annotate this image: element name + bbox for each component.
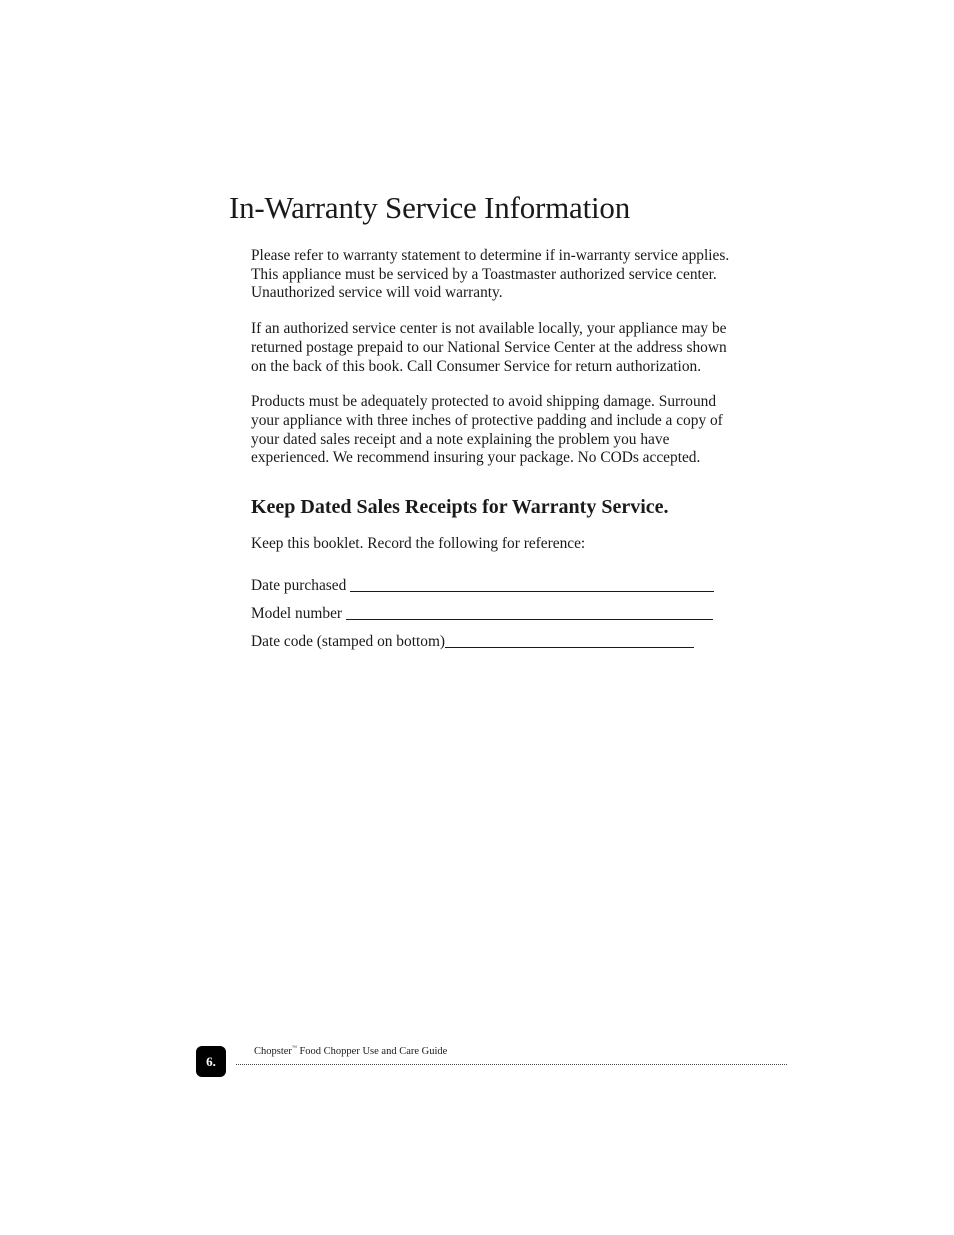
field-label-date-purchased: Date purchased [251, 577, 347, 595]
receipts-intro: Keep this booklet. Record the following for reference: [251, 535, 586, 553]
paragraph-packaging: Products must be adequately protected to avoid shipping damage. Surround your appliance with three inches of protective padding and include a copy of your dated sales receipt and a note explaining the problem you have experienced. We recommend insuring your package. No CODs accepted. [251, 393, 723, 467]
field-label-model-number: Model number [251, 605, 343, 623]
footer-dotted-rule [236, 1064, 787, 1065]
section-heading-receipts: Keep Dated Sales Receipts for Warranty Service. [251, 496, 669, 519]
trademark-symbol: ™ [291, 1046, 297, 1051]
page-number-badge: 6. [196, 1046, 226, 1077]
main-content [251, 247, 731, 653]
field-label-date-code: Date code (stamped on bottom) [251, 633, 446, 651]
record-line-model-number [251, 597, 731, 625]
footer-guide-title [254, 1046, 447, 1057]
footer-brand: Chopster [254, 1046, 292, 1057]
fill-in-line-model-number [346, 604, 713, 620]
record-line-date-code [251, 625, 731, 653]
paragraph-return-by-mail: If an authorized service center is not available locally, your appliance may be returned postage prepaid to our National Service Center at the address shown on the back of this book. Call Consumer Service for return authorization. [251, 320, 727, 375]
fill-in-line-date-code [445, 632, 694, 648]
page-title: In-Warranty Service Information [229, 190, 631, 225]
record-line-date-purchased [251, 569, 731, 597]
footer-title-rest: Food Chopper Use and Care Guide [296, 1046, 448, 1057]
fill-in-line-date-purchased [350, 576, 714, 592]
paragraph-service-requirements: Please refer to warranty statement to determine if in-warranty service applies. This appliance must be serviced by a Toastmaster authorized service center. Unauthorized service will void warranty. [251, 247, 730, 302]
record-fields [251, 569, 731, 653]
